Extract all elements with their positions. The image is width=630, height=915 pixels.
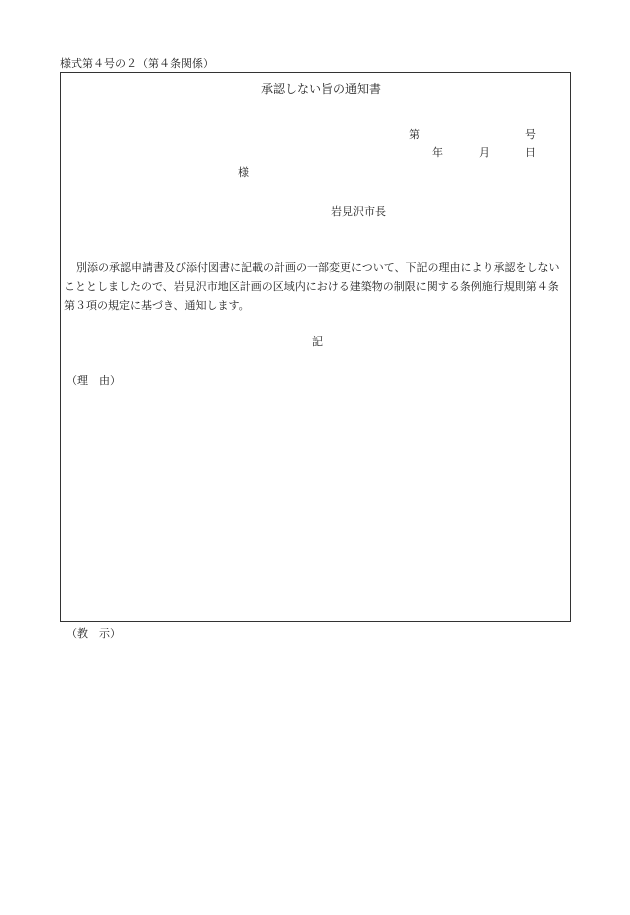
- number-prefix: 第: [409, 128, 420, 141]
- addressee-suffix: 様: [238, 166, 249, 179]
- ki-heading: 記: [312, 335, 323, 348]
- sender-name: 岩見沢市長: [331, 205, 386, 218]
- date-day-label: 日: [525, 146, 536, 159]
- reason-label: （理 由）: [66, 374, 121, 387]
- document-title: 承認しない旨の通知書: [260, 82, 381, 96]
- date-year-label: 年: [432, 146, 443, 159]
- notice-body-text: 別添の承認申請書及び添付図書に記載の計画の一部変更について、下記の理由により承認をしないこととしましたので、岩見沢市地区計画の区域内における建築物の制限に関する条例施行規則第４条第３項の規定に基づき、通知します。: [64, 261, 560, 312]
- number-suffix: 号: [525, 128, 536, 141]
- instruction-label: （教 示）: [66, 627, 121, 640]
- date-month-label: 月: [479, 146, 490, 159]
- form-number-label: 様式第４号の２（第４条関係）: [60, 57, 214, 70]
